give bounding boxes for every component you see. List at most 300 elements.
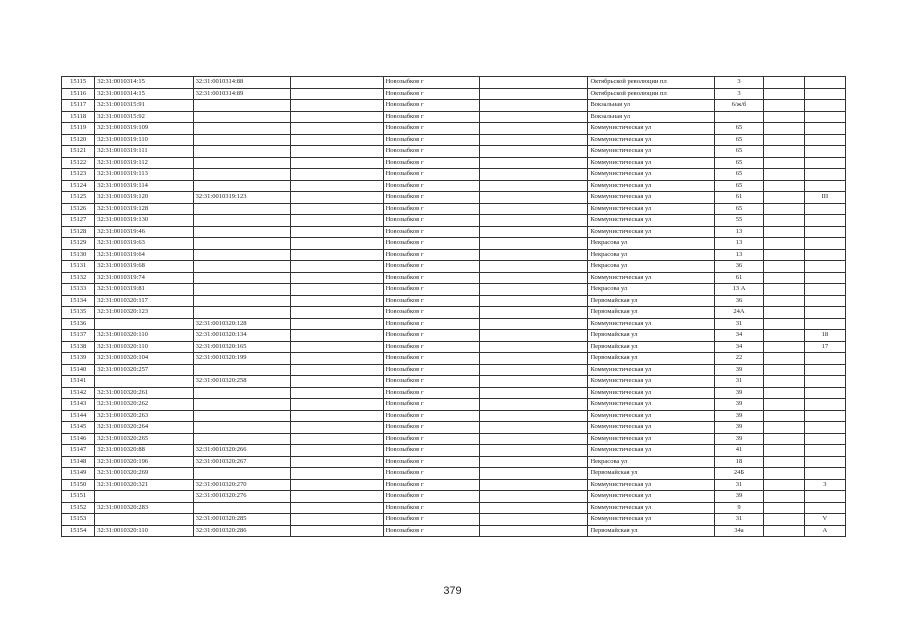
cell-blank-column-2 (479, 272, 588, 284)
cell-blank-column-3 (763, 525, 804, 537)
cell-locality: Новозыбков г (383, 180, 479, 192)
table-row (62, 491, 846, 503)
cell-blank-column (290, 353, 383, 365)
cell-parent-cadastral-number (193, 111, 290, 123)
cell-cadastral-number: 32:31:0010320:263 (95, 410, 193, 422)
table-row (62, 157, 846, 169)
cell-locality: Новозыбков г (383, 330, 479, 342)
cell-house-number: 65 (715, 203, 763, 215)
cell-parent-cadastral-number: 32:31:0010320:199 (193, 353, 290, 365)
cell-blank-column-2 (479, 387, 588, 399)
cell-street: Некрасова ул (588, 249, 715, 261)
cell-house-number: 3 (715, 77, 763, 89)
cell-blank-column (290, 491, 383, 503)
cell-record-number: 15119 (62, 123, 95, 135)
table-row (62, 226, 846, 238)
table-row (62, 134, 846, 146)
cell-record-number: 15148 (62, 456, 95, 468)
cell-blank-column-2 (479, 249, 588, 261)
cell-cadastral-number: 32:31:0010320:110 (95, 330, 193, 342)
cell-street: Коммунистическая ул (588, 169, 715, 181)
cell-street: Коммунистическая ул (588, 192, 715, 204)
cell-house-number: 65 (715, 146, 763, 158)
cell-locality: Новозыбков г (383, 215, 479, 227)
cell-cadastral-number: 32:31:0010319:68 (95, 261, 193, 273)
table-row (62, 525, 846, 537)
cell-blank-column-3 (763, 169, 804, 181)
cell-locality: Новозыбков г (383, 445, 479, 457)
cell-blank-column-2 (479, 215, 588, 227)
cell-blank-column-2 (479, 284, 588, 296)
cell-house-number: 24А (715, 307, 763, 319)
cell-blank-column-2 (479, 77, 588, 89)
cell-blank-column-2 (479, 169, 588, 181)
cell-street: Первомайская ул (588, 468, 715, 480)
cell-blank-column-2 (479, 123, 588, 135)
cell-locality: Новозыбков г (383, 387, 479, 399)
cell-locality: Новозыбков г (383, 514, 479, 526)
cell-extra-designation (804, 502, 845, 514)
cell-parent-cadastral-number (193, 272, 290, 284)
cell-house-number: 13 (715, 249, 763, 261)
cell-blank-column-2 (479, 88, 588, 100)
cell-record-number: 15127 (62, 215, 95, 227)
table-row (62, 146, 846, 158)
cell-parent-cadastral-number (193, 410, 290, 422)
table-row (62, 100, 846, 112)
cell-locality: Новозыбков г (383, 88, 479, 100)
cell-cadastral-number: 32:31:0010319:63 (95, 238, 193, 250)
cell-house-number: 39 (715, 399, 763, 411)
cell-blank-column-3 (763, 387, 804, 399)
cell-record-number: 15136 (62, 318, 95, 330)
cell-parent-cadastral-number: 32:31:0010320:134 (193, 330, 290, 342)
cell-extra-designation (804, 249, 845, 261)
cell-house-number: 65 (715, 157, 763, 169)
cell-house-number: 39 (715, 410, 763, 422)
cell-cadastral-number: 32:31:0010320:265 (95, 433, 193, 445)
cell-extra-designation (804, 468, 845, 480)
cell-street: Коммунистическая ул (588, 157, 715, 169)
table-row (62, 502, 846, 514)
cell-blank-column-3 (763, 272, 804, 284)
cell-record-number: 15151 (62, 491, 95, 503)
cell-parent-cadastral-number (193, 203, 290, 215)
cell-cadastral-number: 32:31:0010320:117 (95, 295, 193, 307)
cell-locality: Новозыбков г (383, 479, 479, 491)
cell-blank-column-2 (479, 468, 588, 480)
cell-blank-column (290, 502, 383, 514)
cell-blank-column-2 (479, 238, 588, 250)
cell-record-number: 15150 (62, 479, 95, 491)
cell-street: Коммунистическая ул (588, 226, 715, 238)
cell-street: Октябрьской революции пл (588, 88, 715, 100)
cell-house-number: 31 (715, 514, 763, 526)
cell-street: Коммунистическая ул (588, 479, 715, 491)
cell-blank-column-3 (763, 502, 804, 514)
cell-blank-column (290, 226, 383, 238)
cell-cadastral-number (95, 376, 193, 388)
cell-locality: Новозыбков г (383, 399, 479, 411)
cell-blank-column-3 (763, 146, 804, 158)
cell-house-number: 31 (715, 318, 763, 330)
cell-extra-designation (804, 134, 845, 146)
cell-extra-designation (804, 169, 845, 181)
cell-street: Коммунистическая ул (588, 376, 715, 388)
cell-cadastral-number: 32:31:0010320:257 (95, 364, 193, 376)
cell-extra-designation (804, 433, 845, 445)
cell-blank-column (290, 157, 383, 169)
cell-cadastral-number: 32:31:0010320:110 (95, 525, 193, 537)
cell-blank-column-2 (479, 146, 588, 158)
cell-locality: Новозыбков г (383, 295, 479, 307)
cell-blank-column-3 (763, 318, 804, 330)
cell-blank-column-3 (763, 180, 804, 192)
table-row (62, 341, 846, 353)
cell-blank-column (290, 433, 383, 445)
cell-house-number (715, 111, 763, 123)
cell-extra-designation (804, 123, 845, 135)
cell-house-number: 6/ж/б (715, 100, 763, 112)
cell-locality: Новозыбков г (383, 249, 479, 261)
cell-blank-column (290, 100, 383, 112)
cell-cadastral-number (95, 514, 193, 526)
cell-record-number: 15118 (62, 111, 95, 123)
cell-parent-cadastral-number (193, 364, 290, 376)
cell-parent-cadastral-number (193, 226, 290, 238)
cell-blank-column-2 (479, 479, 588, 491)
table-row (62, 353, 846, 365)
cell-locality: Новозыбков г (383, 433, 479, 445)
cell-house-number: 22 (715, 353, 763, 365)
cell-locality: Новозыбков г (383, 192, 479, 204)
cell-house-number: 65 (715, 169, 763, 181)
cell-house-number: 39 (715, 422, 763, 434)
cell-locality: Новозыбков г (383, 284, 479, 296)
cell-record-number: 15131 (62, 261, 95, 273)
cell-record-number: 15137 (62, 330, 95, 342)
table-row (62, 433, 846, 445)
cell-blank-column (290, 456, 383, 468)
cell-blank-column (290, 284, 383, 296)
cell-house-number: 65 (715, 123, 763, 135)
cell-cadastral-number: 32:31:0010319:112 (95, 157, 193, 169)
cell-record-number: 15122 (62, 157, 95, 169)
cell-extra-designation (804, 100, 845, 112)
table-row (62, 399, 846, 411)
cell-record-number: 15132 (62, 272, 95, 284)
cell-record-number: 15141 (62, 376, 95, 388)
cell-blank-column-2 (479, 261, 588, 273)
cell-blank-column-3 (763, 226, 804, 238)
cell-extra-designation: 18 (804, 330, 845, 342)
cell-record-number: 15154 (62, 525, 95, 537)
cell-blank-column-2 (479, 525, 588, 537)
cell-locality: Новозыбков г (383, 468, 479, 480)
cell-blank-column-3 (763, 353, 804, 365)
cell-parent-cadastral-number: 32:31:0010319:123 (193, 192, 290, 204)
cell-record-number: 15144 (62, 410, 95, 422)
cell-record-number: 15142 (62, 387, 95, 399)
table-row (62, 376, 846, 388)
cell-parent-cadastral-number: 32:31:0010314:88 (193, 77, 290, 89)
table-row (62, 422, 846, 434)
cell-record-number: 15152 (62, 502, 95, 514)
cell-locality: Новозыбков г (383, 422, 479, 434)
cell-street: Некрасова ул (588, 456, 715, 468)
table-row (62, 456, 846, 468)
cell-extra-designation (804, 180, 845, 192)
cell-blank-column-2 (479, 307, 588, 319)
cell-record-number: 15126 (62, 203, 95, 215)
cell-blank-column-3 (763, 445, 804, 457)
cell-blank-column (290, 146, 383, 158)
cell-record-number: 15116 (62, 88, 95, 100)
cell-blank-column-3 (763, 456, 804, 468)
cell-cadastral-number: 32:31:0010319:46 (95, 226, 193, 238)
cell-parent-cadastral-number (193, 123, 290, 135)
cell-blank-column (290, 261, 383, 273)
cell-cadastral-number: 32:31:0010319:81 (95, 284, 193, 296)
property-registry-table (61, 76, 846, 537)
cell-parent-cadastral-number (193, 422, 290, 434)
cell-street: Первомайская ул (588, 307, 715, 319)
cell-street: Некрасова ул (588, 261, 715, 273)
cell-blank-column (290, 514, 383, 526)
cell-record-number: 15146 (62, 433, 95, 445)
cell-house-number: 61 (715, 272, 763, 284)
cell-record-number: 15117 (62, 100, 95, 112)
cell-record-number: 15121 (62, 146, 95, 158)
cell-blank-column-3 (763, 341, 804, 353)
cell-blank-column-2 (479, 226, 588, 238)
table-row (62, 111, 846, 123)
cell-blank-column-2 (479, 364, 588, 376)
cell-extra-designation (804, 284, 845, 296)
cell-blank-column (290, 123, 383, 135)
cell-blank-column (290, 111, 383, 123)
cell-street: Коммунистическая ул (588, 123, 715, 135)
table-row (62, 272, 846, 284)
cell-house-number: 39 (715, 364, 763, 376)
cell-blank-column-3 (763, 399, 804, 411)
cell-blank-column-2 (479, 399, 588, 411)
cell-blank-column-3 (763, 249, 804, 261)
cell-extra-designation (804, 318, 845, 330)
cell-parent-cadastral-number (193, 169, 290, 181)
cell-street: Первомайская ул (588, 330, 715, 342)
cell-blank-column-3 (763, 491, 804, 503)
cell-blank-column (290, 468, 383, 480)
cell-extra-designation (804, 387, 845, 399)
cell-record-number: 15115 (62, 77, 95, 89)
cell-extra-designation: 3 (804, 479, 845, 491)
cell-house-number: 65 (715, 180, 763, 192)
cell-record-number: 15130 (62, 249, 95, 261)
cell-house-number: 13 А (715, 284, 763, 296)
cell-house-number: 9 (715, 502, 763, 514)
cell-blank-column (290, 330, 383, 342)
cell-cadastral-number: 32:31:0010320:262 (95, 399, 193, 411)
cell-street: Вокзальная ул (588, 111, 715, 123)
cell-record-number: 15129 (62, 238, 95, 250)
cell-locality: Новозыбков г (383, 318, 479, 330)
cell-cadastral-number (95, 318, 193, 330)
cell-house-number: 61 (715, 192, 763, 204)
table-row (62, 468, 846, 480)
cell-street: Коммунистическая ул (588, 514, 715, 526)
cell-house-number: 41 (715, 445, 763, 457)
cell-blank-column-3 (763, 295, 804, 307)
cell-locality: Новозыбков г (383, 123, 479, 135)
cell-blank-column-2 (479, 180, 588, 192)
cell-locality: Новозыбков г (383, 491, 479, 503)
cell-blank-column (290, 422, 383, 434)
cell-locality: Новозыбков г (383, 146, 479, 158)
cell-blank-column-3 (763, 100, 804, 112)
cell-street: Коммунистическая ул (588, 433, 715, 445)
cell-parent-cadastral-number (193, 468, 290, 480)
cell-street: Коммунистическая ул (588, 203, 715, 215)
cell-blank-column-2 (479, 203, 588, 215)
cell-parent-cadastral-number: 32:31:0010320:286 (193, 525, 290, 537)
cell-parent-cadastral-number: 32:31:0010320:165 (193, 341, 290, 353)
cell-locality: Новозыбков г (383, 226, 479, 238)
cell-blank-column (290, 88, 383, 100)
cell-blank-column-3 (763, 364, 804, 376)
cell-house-number: 36 (715, 261, 763, 273)
cell-cadastral-number: 32:31:0010320:261 (95, 387, 193, 399)
page-number: 379 (443, 585, 462, 597)
cell-extra-designation: III (804, 192, 845, 204)
table-row (62, 249, 846, 261)
cell-locality: Новозыбков г (383, 77, 479, 89)
cell-locality: Новозыбков г (383, 238, 479, 250)
cell-blank-column-3 (763, 410, 804, 422)
cell-house-number: 39 (715, 433, 763, 445)
cell-blank-column (290, 249, 383, 261)
cell-locality: Новозыбков г (383, 525, 479, 537)
cell-blank-column (290, 192, 383, 204)
table-row (62, 203, 846, 215)
cell-extra-designation (804, 445, 845, 457)
cell-parent-cadastral-number: 32:31:0010320:266 (193, 445, 290, 457)
cell-extra-designation (804, 422, 845, 434)
table-row (62, 215, 846, 227)
cell-blank-column (290, 180, 383, 192)
cell-street: Первомайская ул (588, 295, 715, 307)
cell-house-number: 34а (715, 525, 763, 537)
table-row (62, 387, 846, 399)
cell-house-number: 39 (715, 387, 763, 399)
cell-record-number: 15153 (62, 514, 95, 526)
cell-blank-column-3 (763, 307, 804, 319)
cell-street: Коммунистическая ул (588, 272, 715, 284)
cell-blank-column-2 (479, 134, 588, 146)
cell-blank-column-2 (479, 192, 588, 204)
cell-house-number: 31 (715, 479, 763, 491)
cell-street: Некрасова ул (588, 284, 715, 296)
cell-blank-column-3 (763, 88, 804, 100)
cell-locality: Новозыбков г (383, 100, 479, 112)
cell-house-number: 24Б (715, 468, 763, 480)
cell-extra-designation (804, 146, 845, 158)
cell-house-number: 18 (715, 456, 763, 468)
cell-blank-column (290, 387, 383, 399)
cell-street: Первомайская ул (588, 353, 715, 365)
cell-record-number: 15143 (62, 399, 95, 411)
cell-locality: Новозыбков г (383, 456, 479, 468)
cell-extra-designation (804, 111, 845, 123)
cell-street: Коммунистическая ул (588, 445, 715, 457)
cell-street: Коммунистическая ул (588, 134, 715, 146)
cell-blank-column-3 (763, 468, 804, 480)
cell-cadastral-number: 32:31:0010320:264 (95, 422, 193, 434)
cell-locality: Новозыбков г (383, 376, 479, 388)
cell-blank-column-2 (479, 157, 588, 169)
cell-blank-column-3 (763, 123, 804, 135)
cell-parent-cadastral-number (193, 307, 290, 319)
cell-record-number: 15139 (62, 353, 95, 365)
cell-locality: Новозыбков г (383, 272, 479, 284)
cell-blank-column-2 (479, 341, 588, 353)
cell-blank-column-3 (763, 215, 804, 227)
cell-locality: Новозыбков г (383, 169, 479, 181)
cell-cadastral-number: 32:31:0010319:120 (95, 192, 193, 204)
cell-street: Первомайская ул (588, 341, 715, 353)
cell-blank-column-3 (763, 238, 804, 250)
cell-blank-column-2 (479, 514, 588, 526)
table-row (62, 192, 846, 204)
cell-parent-cadastral-number (193, 502, 290, 514)
cell-blank-column-2 (479, 456, 588, 468)
cell-cadastral-number: 32:31:0010320:88 (95, 445, 193, 457)
table-row (62, 364, 846, 376)
cell-cadastral-number: 32:31:0010319:113 (95, 169, 193, 181)
cell-parent-cadastral-number (193, 100, 290, 112)
cell-record-number: 15124 (62, 180, 95, 192)
cell-extra-designation (804, 88, 845, 100)
cell-cadastral-number: 32:31:0010320:283 (95, 502, 193, 514)
cell-house-number: 55 (715, 215, 763, 227)
cell-locality: Новозыбков г (383, 410, 479, 422)
cell-blank-column-2 (479, 410, 588, 422)
cell-street: Коммунистическая ул (588, 180, 715, 192)
cell-parent-cadastral-number: 32:31:0010320:128 (193, 318, 290, 330)
cell-street: Октябрьской революции пл (588, 77, 715, 89)
cell-street: Коммунистическая ул (588, 318, 715, 330)
table-row (62, 330, 846, 342)
cell-street: Коммунистическая ул (588, 491, 715, 503)
cell-street: Некрасова ул (588, 238, 715, 250)
cell-record-number: 15128 (62, 226, 95, 238)
cell-blank-column-3 (763, 134, 804, 146)
cell-locality: Новозыбков г (383, 203, 479, 215)
cell-house-number: 34 (715, 341, 763, 353)
cell-extra-designation (804, 491, 845, 503)
cell-cadastral-number: 32:31:0010319:114 (95, 180, 193, 192)
cell-house-number: 36 (715, 295, 763, 307)
cell-cadastral-number: 32:31:0010315:92 (95, 111, 193, 123)
cell-locality: Новозыбков г (383, 341, 479, 353)
cell-street: Коммунистическая ул (588, 422, 715, 434)
cell-blank-column (290, 203, 383, 215)
table-row (62, 123, 846, 135)
cell-street: Коммунистическая ул (588, 399, 715, 411)
cell-cadastral-number: 32:31:0010319:111 (95, 146, 193, 158)
cell-blank-column (290, 272, 383, 284)
cell-locality: Новозыбков г (383, 134, 479, 146)
